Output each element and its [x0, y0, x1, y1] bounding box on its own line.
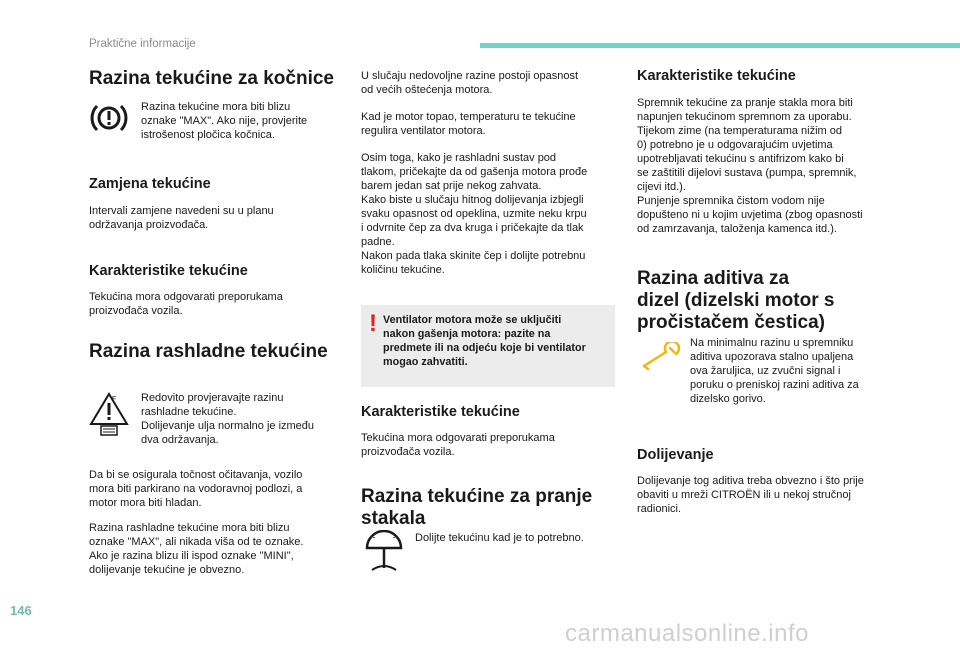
fluid-change-text: Intervali zamjene navedeni su u planu održavanja proizvođača.: [89, 205, 274, 231]
washer-fluid-icon: [364, 530, 404, 572]
washer-fluid-title: Razina tekućine za pranje stakala: [361, 486, 593, 529]
fluid-spec-title-middle: Karakteristike tekućine: [361, 404, 520, 420]
coolant-max-text: Razina rashladne tekućine mora biti blizu oznake "MAX", ali nikada viša od te oznake. Ako je razina blizu ili ispod oznake "MINI", dolijevanje tekućine je obvezno.: [89, 522, 304, 576]
watermark: carmanualsonline.info: [565, 620, 809, 647]
section-header: Praktične informacije: [89, 38, 196, 50]
coolant-warning-icon: [89, 392, 129, 436]
fluid-change-title: Zamjena tekućine: [89, 176, 211, 192]
coolant-level-title: Razina rashladne tekućine: [89, 341, 328, 362]
header-accent-bar: [480, 43, 960, 48]
pressure-safety-text: Osim toga, kako je rashladni sustav pod tlakom, pričekajte da od gašenja motora prođe barem jedan sat prije nekog zahvata. Kako biste u slučaju hitnog dolijevanja izbjegli svaku opasnost od opeklina, uzmite neku krpu i odvrnite čep za dva kruga i pričekajte da tlak padne. Nakon pada tlaka skinite čep i dolijte potrebnu količinu tekućine.: [361, 152, 588, 276]
engine-fan-text: Kad je motor topao, temperaturu te tekućine regulira ventilator motora.: [361, 111, 576, 137]
diesel-additive-text: Na minimalnu razinu u spremniku aditiva upozorava stalno upaljena ova žaruljica, uz zvučni signal i poruku o preniskoj razini aditiva za dizelsko gorivo.: [690, 337, 859, 405]
brake-warning-icon: [89, 100, 129, 136]
topup-text: Dolijevanje tog aditiva treba obvezno i što prije obaviti u mreži CITROËN ili u nekoj stručnoj radionici.: [637, 475, 864, 515]
washer-fluid-text: Dolijte tekućinu kad je to potrebno.: [415, 532, 584, 544]
coolant-level-text: Redovito provjeravajte razinu rashladne tekućine. Dolijevanje ulja normalno je između dva održavanja.: [141, 392, 315, 446]
fluid-spec-title-left: Karakteristike tekućine: [89, 263, 248, 279]
fluid-spec-text-left: Tekućina mora odgovarati preporukama proizvođača vozila.: [89, 291, 283, 317]
washer-spec-text: Spremnik tekućine za pranje stakla mora biti napunjen tekućinom spremnom za uporabu. Tijekom zime (na temperaturama nižim od 0) potrebno je u odgovarajućim uvjetima upotrebljavati tekućinu s antifrizom kako bi se zaštitili dijelovi sustava (pumpa, spremnik, cijevi itd.). Punjenje spremnika čistom vodom nije dopušteno ni u kojim uvjetima (zbog opasnosti od zamrzavanja, taloženja kamenca itd.).: [637, 97, 863, 235]
topup-title: Dolijevanje: [637, 447, 714, 463]
svg-text:F: F: [112, 396, 117, 403]
coolant-reading-text: Da bi se osigurala točnost očitavanja, vozilo mora biti parkirano na vodoravnoj podlozi, a motor mora biti hladan.: [89, 469, 303, 509]
fan-warning-text: Ventilator motora može se uključiti nakon gašenja motora: pazite na predmete ili na odjeću koje bi ventilator mogao zahvatiti.: [383, 314, 586, 368]
fluid-spec-title-right: Karakteristike tekućine: [637, 68, 796, 84]
warning-exclamation-icon: !: [369, 310, 377, 337]
fan-warning-box: [361, 305, 615, 387]
coolant-danger-text: U slučaju nedovoljne razine postoji opasnost od većih oštećenja motora.: [361, 70, 579, 96]
diesel-additive-title: Razina aditiva za dizel (dizelski motor s pročistačem čestica): [637, 268, 835, 333]
wrench-icon: [640, 342, 684, 372]
brake-fluid-title: Razina tekućine za kočnice: [89, 68, 334, 89]
fluid-spec-text-middle: Tekućina mora odgovarati preporukama proizvođača vozila.: [361, 432, 555, 458]
brake-fluid-text: Razina tekućine mora biti blizu oznake "MAX". Ako nije, provjerite istrošenost pločica kočnica.: [141, 101, 308, 141]
page-number: 146: [10, 603, 32, 618]
